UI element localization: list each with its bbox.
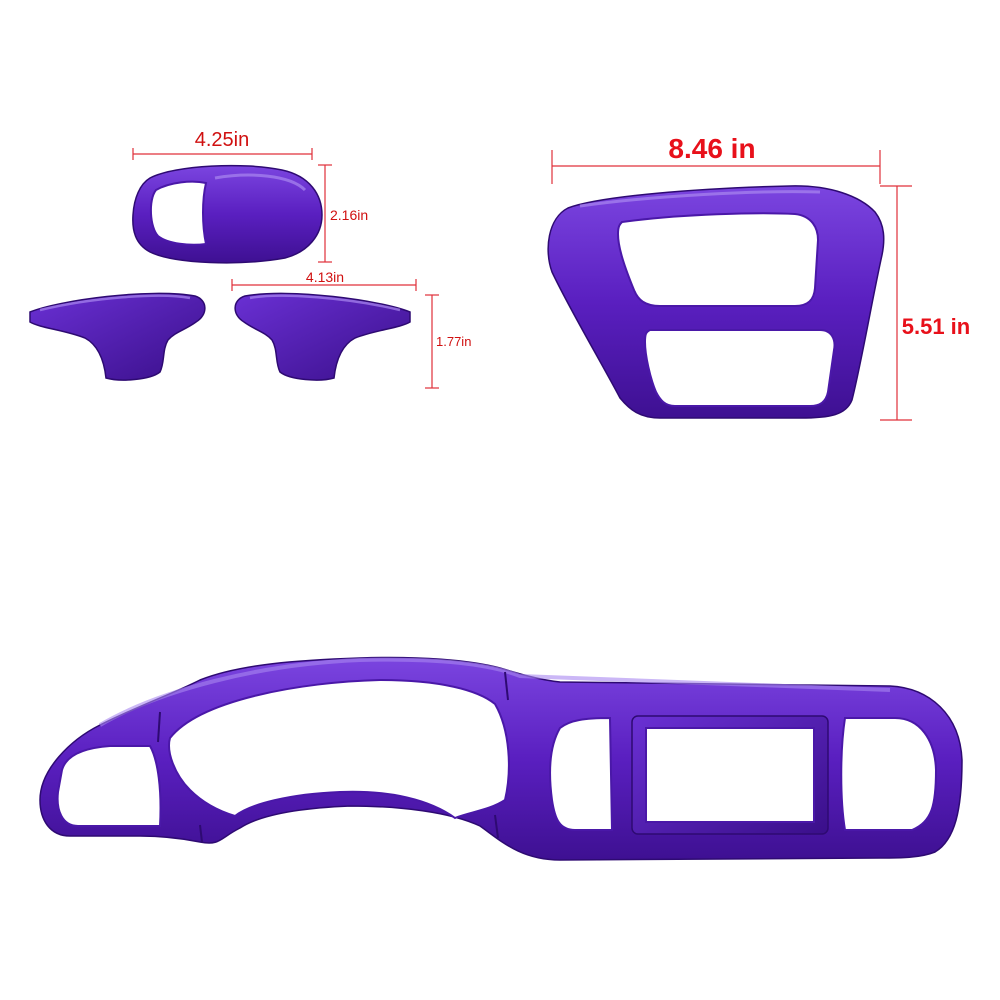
shifter-height-label: 2.16in [330,207,369,223]
console-width-label: 8.46 in [668,133,756,164]
paddle-cover-right [235,293,410,380]
paddle-width-label: 4.13in [305,269,345,285]
console-panel [548,186,884,418]
shifter-cover [133,166,322,263]
dashboard-bezel [40,657,962,860]
shifter-width-label: 4.25in [194,129,250,151]
paddle-cover-left [30,293,205,380]
console-height-label: 5.51 in [901,314,971,339]
paddle-height-label: 1.77in [436,334,472,349]
